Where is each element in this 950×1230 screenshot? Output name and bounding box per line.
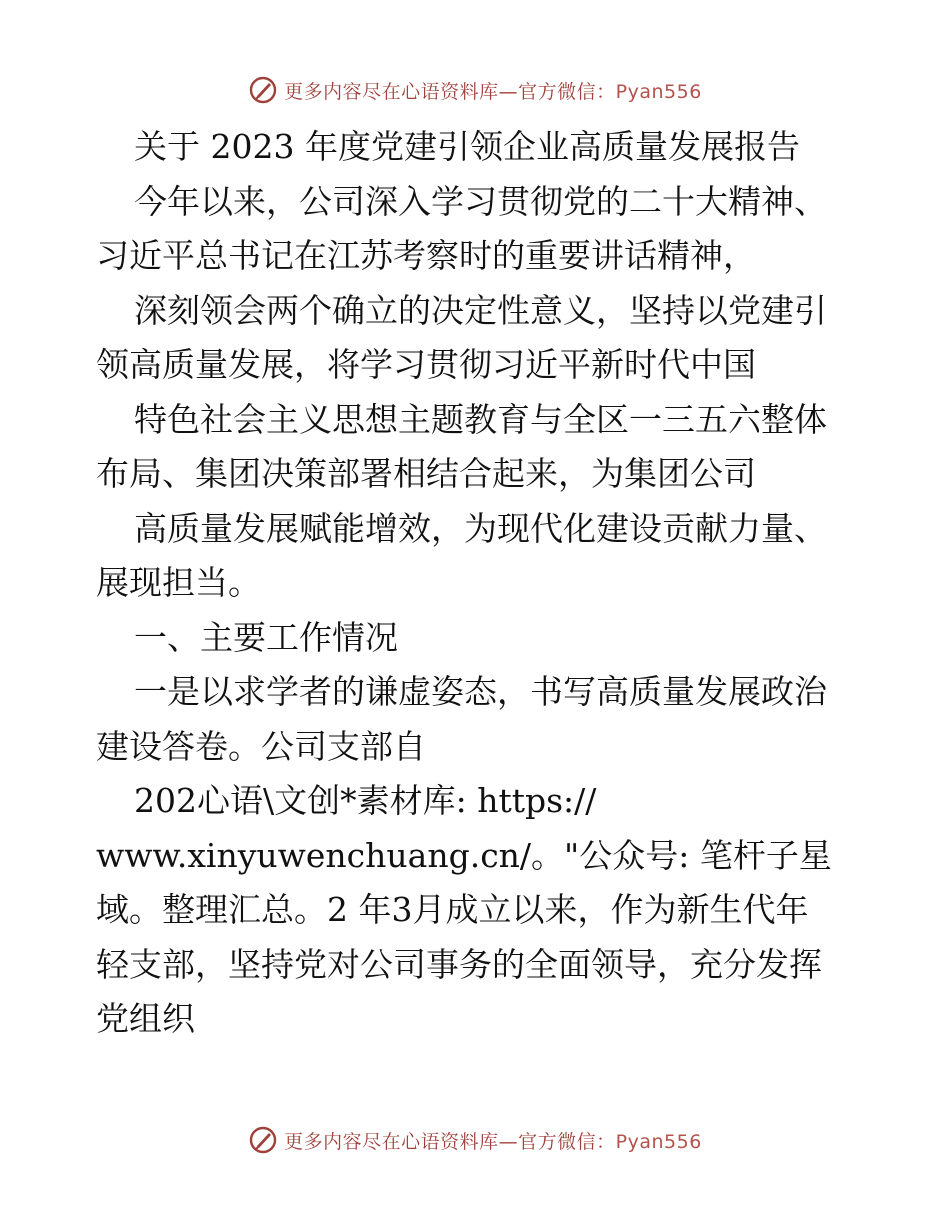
watermark-text <box>284 1127 702 1154</box>
text-line: 展现担当。 <box>96 563 261 602</box>
text-line: 高质量发展赋能增效，为现代化建设贡献力量、 <box>134 508 827 548</box>
text-line: 领高质量发展，将学习贯彻习近平新时代中国 <box>96 345 756 384</box>
watermark-wechat-id: Pyan556 <box>615 80 702 103</box>
text-line: www.xinyuwenchuang.cn/。"公众号: 笔杆子星 <box>96 835 832 875</box>
quill-seal-icon <box>248 1125 278 1155</box>
quill-seal-icon <box>248 75 278 105</box>
text-line: 建设答卷。公司支部自 <box>96 726 426 766</box>
text-line: 一、主要工作情况 <box>134 617 398 657</box>
text-line: 布局、集团决策部署相结合起来，为集团公司 <box>96 454 756 493</box>
text-line: 轻支部，坚持党对公司事务的全面领导，充分发挥 <box>96 944 822 984</box>
text-line: 202心语\文创*素材库: https:// <box>134 781 597 820</box>
document-title: 关于 2023 年度党建引领企业高质量发展报告 <box>134 127 800 166</box>
watermark-main-text: 更多内容尽在心语资料库—官方微信： <box>284 1130 616 1153</box>
text-line: 深刻领会两个确立的决定性意义，坚持以党建引 <box>134 290 827 330</box>
text-line: 特色社会主义思想主题教育与全区一三五六整体 <box>134 399 827 439</box>
text-line: 域。整理汇总。2 年3月成立以来，作为新生代年 <box>96 890 809 929</box>
watermark-wechat-id: Pyan556 <box>615 1130 702 1153</box>
watermark-main-text: 更多内容尽在心语资料库—官方微信： <box>284 80 616 103</box>
footer-watermark <box>0 1122 950 1158</box>
text-line: 一是以求学者的谦虚姿态，书写高质量发展政治 <box>134 672 827 711</box>
document-body <box>96 120 856 1047</box>
watermark-text <box>284 77 702 104</box>
text-line: 党组织 <box>96 999 195 1038</box>
text-line: 今年以来，公司深入学习贯彻党的二十大精神、 <box>134 181 827 221</box>
text-line: 习近平总书记在江苏考察时的重要讲话精神， <box>96 236 756 275</box>
header-watermark <box>0 72 950 108</box>
